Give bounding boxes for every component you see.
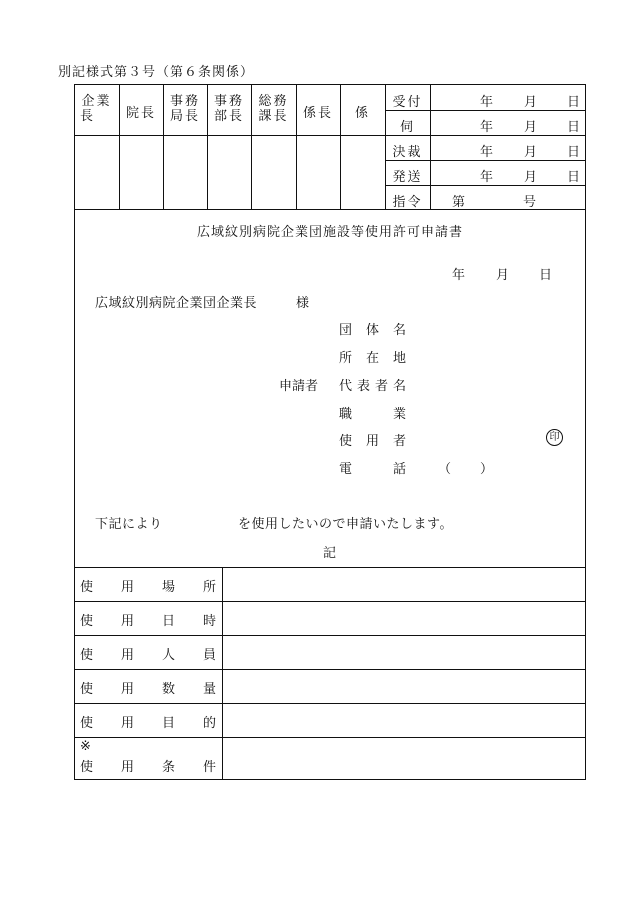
document-title: 広域紋別病院企業団施設等使用許可申請書 — [196, 225, 463, 240]
field-dantai-mei: 団 体 名 — [339, 323, 406, 338]
header-kigyo-cho: 企業 長 — [80, 94, 112, 124]
honorific: 様 — [296, 296, 310, 311]
phone-parens: （ ） — [438, 462, 495, 477]
date-month: 月 — [496, 268, 510, 283]
header-incho: 院長 — [125, 106, 156, 121]
request-text-prefix: 下記により — [95, 517, 163, 532]
header-kakaricho: 係長 — [302, 106, 333, 121]
field-shozaichi: 所 在 地 — [339, 351, 406, 366]
form-number: 別記様式第３号（第６条関係） — [58, 65, 255, 80]
header-jimukyokucho: 事務 局長 — [169, 94, 200, 124]
date-day: 日 — [539, 268, 553, 283]
field-shokugyo: 職 業 — [339, 407, 406, 422]
header-somukacho: 総務 課長 — [258, 94, 289, 124]
request-text-suffix: を使用したいので申請いたします。 — [238, 517, 453, 532]
header-jimubucho: 事務 部長 — [213, 94, 244, 124]
date-year: 年 — [452, 268, 466, 283]
reference-mark: ※ — [80, 739, 91, 754]
ki-label: 記 — [323, 546, 337, 561]
applicant-role-label: 申請者 — [279, 379, 319, 394]
field-denwa: 電 話 — [339, 462, 406, 477]
addressee: 広域紋別病院企業団企業長 — [95, 296, 258, 311]
field-daihyosha-mei: 代 表 者 名 — [339, 379, 406, 394]
field-shiyosha: 使 用 者 — [339, 434, 406, 449]
header-kakari: 係 — [354, 106, 370, 121]
seal-mark-icon: 印 — [546, 429, 563, 446]
